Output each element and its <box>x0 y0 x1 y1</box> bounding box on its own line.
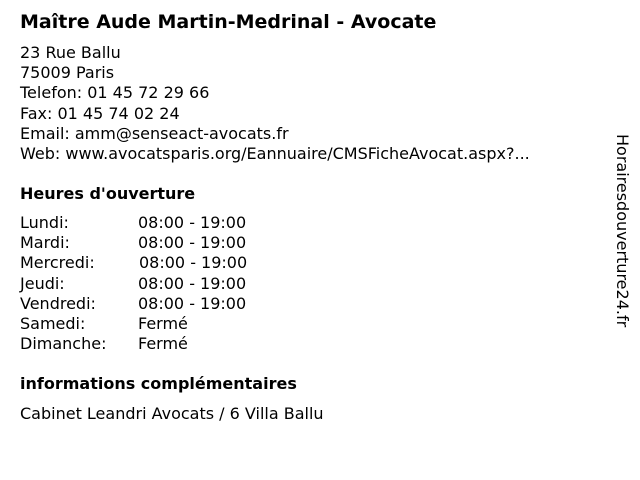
info-heading: informations complémentaires <box>20 374 297 393</box>
day-label: Dimanche: <box>20 334 107 354</box>
day-label: Samedi: <box>20 313 86 333</box>
email-address: Email: amm@senseact-avocats.fr <box>20 123 289 143</box>
day-label: Lundi: <box>20 213 69 232</box>
day-label: Mardi: <box>20 233 70 253</box>
hours-row-tuesday <box>20 233 247 253</box>
time-value: 08:00 - 19:00 <box>139 253 248 273</box>
hours-row-wednesday <box>20 253 247 273</box>
day-label: Mercredi: <box>20 253 95 273</box>
day-label: Jeudi: <box>20 273 65 293</box>
contact-block <box>20 43 530 164</box>
hours-table <box>20 213 247 354</box>
website-url: Web: www.avocatsparis.org/Eannuaire/CMSFicheAvocat.aspx?... <box>20 143 530 163</box>
hours-row-friday <box>20 294 247 314</box>
time-value: 08:00 - 19:00 <box>138 273 247 293</box>
time-value: Fermé <box>138 313 188 333</box>
page-title: Maître Aude Martin-Medrinal - Avocate <box>20 11 437 33</box>
fax-number: Fax: 01 45 74 02 24 <box>20 103 180 123</box>
hours-row-monday <box>20 213 247 233</box>
street-address: 23 Rue Ballu <box>20 43 121 62</box>
side-brand-watermark: Horairesdouverture24.fr <box>613 134 632 328</box>
time-value: Fermé <box>138 334 188 354</box>
hours-row-thursday <box>20 274 247 294</box>
info-text: Cabinet Leandri Avocats / 6 Villa Ballu <box>20 404 324 423</box>
time-value: 08:00 - 19:00 <box>138 233 247 253</box>
time-value: 08:00 - 19:00 <box>138 293 247 313</box>
phone-number: Telefon: 01 45 72 29 66 <box>20 83 210 103</box>
hours-row-saturday <box>20 314 247 334</box>
day-label: Vendredi: <box>20 293 96 313</box>
city-address: 75009 Paris <box>20 63 115 83</box>
hours-heading: Heures d'ouverture <box>20 184 196 203</box>
time-value: 08:00 - 19:00 <box>138 213 247 232</box>
hours-row-sunday <box>20 334 247 354</box>
